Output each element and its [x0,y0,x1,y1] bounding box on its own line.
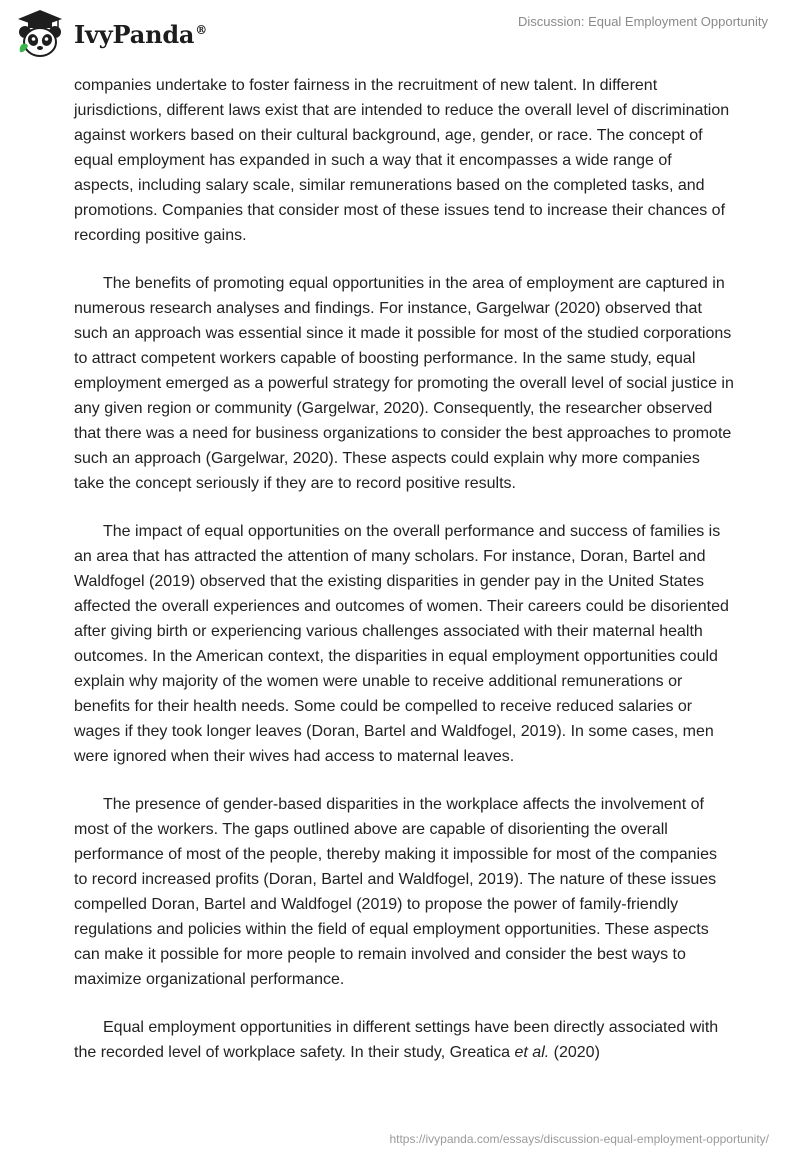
source-url-link[interactable]: https://ivypanda.com/essays/discussion-equal-employment-opportunity/ [389,1132,769,1146]
panda-graduate-icon [14,8,66,60]
paragraph: companies undertake to foster fairness in the recruitment of new talent. In different jurisdictions, different laws exist that are intended to reduce the overall level of discrimination against workers based on their cultural background, age, gender, or race. The concept of equal employment has expanded in such a way that it encompasses a wide range of aspects, including salary scale, similar remunerations based on the completed tasks, and promotions. Companies that consider most of these issues tend to increase their chances of recording positive gains. [74,77,730,244]
paragraph: The presence of gender-based disparities in the workplace affects the involvement of most of the workers. The gaps outlined above are capable of disorienting the overall performance of most of the people, thereby making it impossible for most of the companies to record increased profits (Doran, Bartel and Waldfogel, 2019). The nature of these issues compelled Doran, Bartel and Waldfogel (2019) to propose the power of family-friendly regulations and policies within the field of equal employment opportunities. These aspects can make it possible for more people to remain involved and consider the best ways to maximize organizational performance. [74,796,717,988]
paragraph: Equal employment opportunities in different settings have been directly associated with the recorded level of workplace safety. In their study, Greatica et al. (2020) [74,1019,719,1061]
paragraph: The benefits of promoting equal opportunities in the area of employment are captured in numerous research analyses and findings. For instance, Gargelwar (2020) observed that such an approach was essential since it made it possible for most of the studied corporations to attract competent workers capable of boosting performance. In the same study, equal employment emerged as a powerful strategy for promoting the overall level of social justice in any given region or community (Gargelwar, 2020). Consequently, the researcher observed that there was a need for business organizations to consider the best approaches to promote such an approach (Gargelwar, 2020). These aspects could explain why more companies take the concept seriously if they are to record positive results. [74,275,734,492]
brand-name: IvyPanda® [74,19,208,49]
emphasis-et-al: et al. [514,1044,550,1061]
registered-mark: ® [195,22,208,37]
essay-body [74,73,734,1088]
document-title: Discussion: Equal Employment Opportunity [517,14,768,29]
page-header [0,0,800,70]
brand-logo[interactable] [14,8,207,60]
paragraph: The impact of equal opportunities on the overall performance and success of families is an area that has attracted the attention of many scholars. For instance, Doran, Bartel and Waldfogel (2019) observed that the existing disparities in gender pay in the United States affected the overall experiences and outcomes of women. Their careers could be disoriented after giving birth or experiencing various challenges associated with their maternal health outcomes. In the American context, the disparities in equal employment opportunities could explain why majority of the women were unable to receive additional remunerations or benefits for their health needs. Some could be compelled to receive reduced salaries or wages if they took longer leaves (Doran, Bartel and Waldfogel, 2019). In some cases, men were ignored when their wives had access to maternal leaves. [74,523,729,765]
